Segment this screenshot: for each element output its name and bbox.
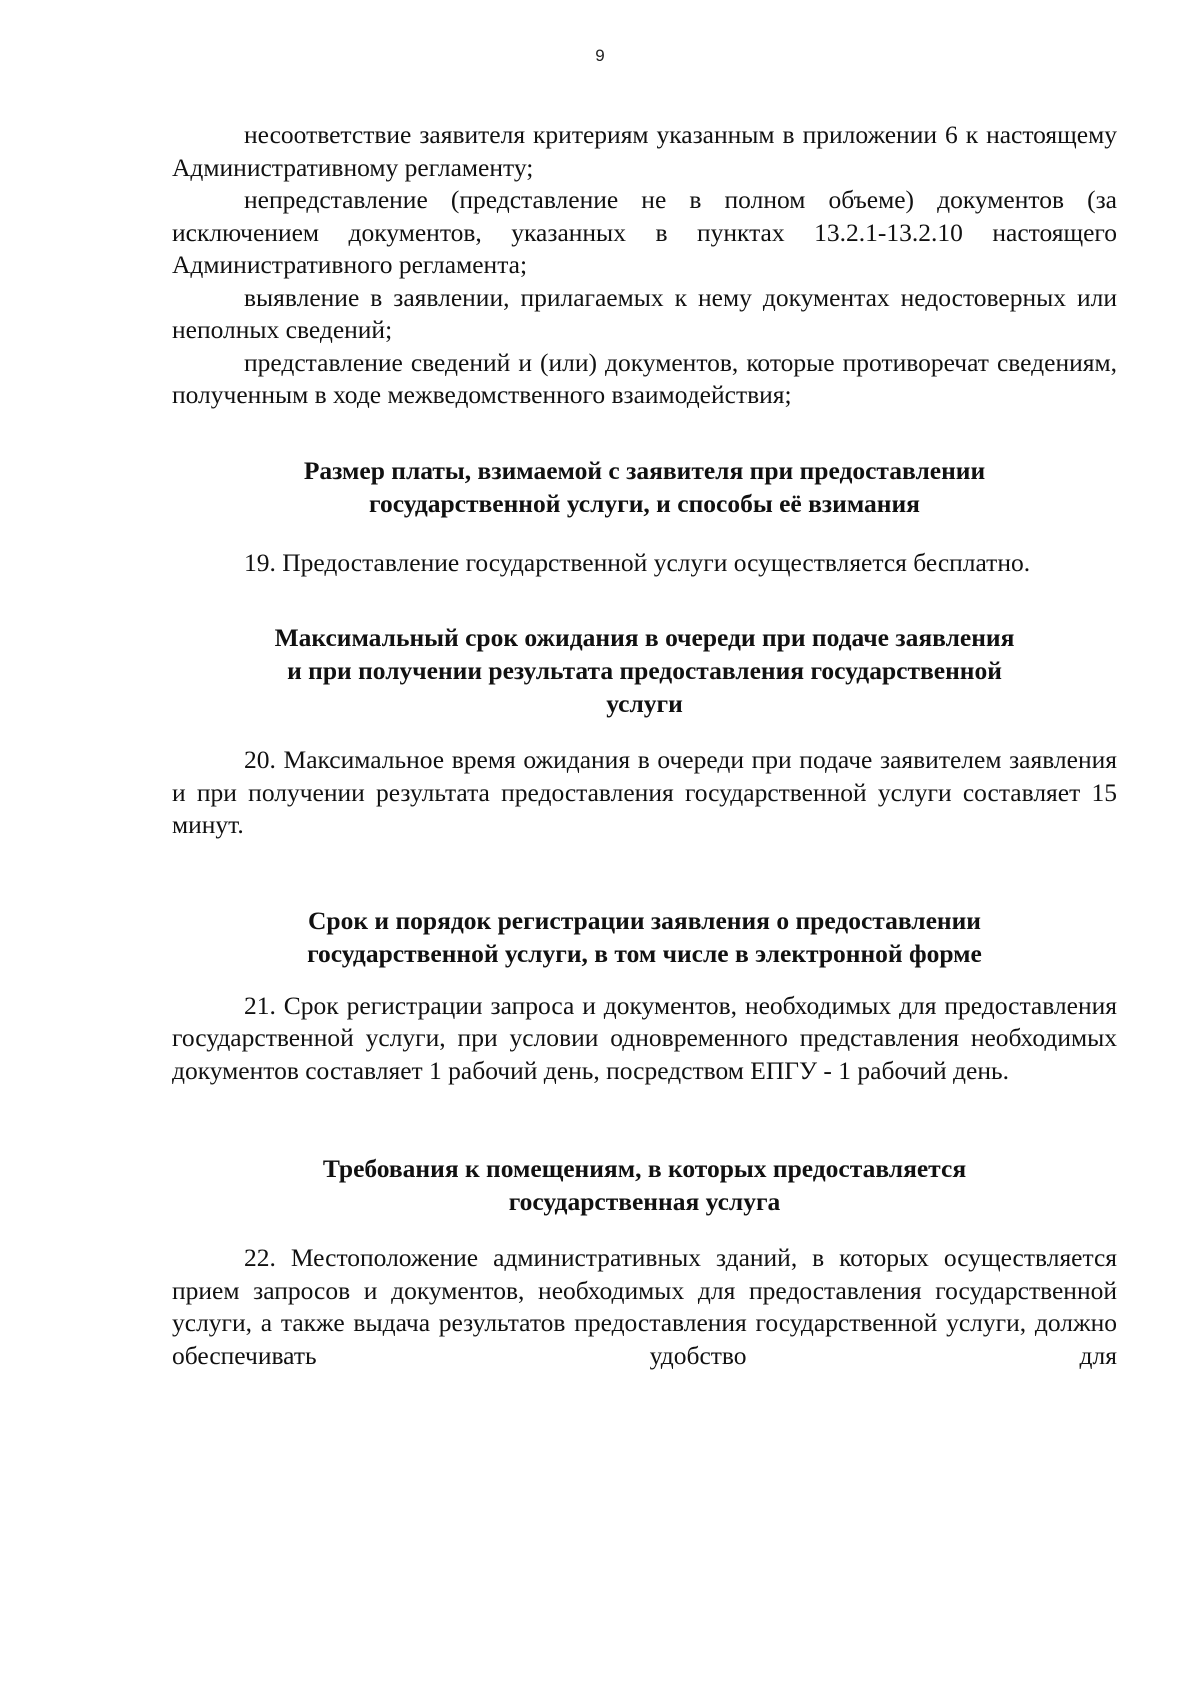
body-paragraph: 22. Местоположение административных зданий, в которых осуществляется прием запросов и документов, необходимых для предоставления государственной услуги, а также выдача результатов предоставления государственной услуги, должно обеспечивать удобство для <box>172 1243 1117 1370</box>
document-body <box>172 119 1117 1372</box>
body-paragraph: 20. Максимальное время ожидания в очереди при подаче заявителем заявления и при получении результата предоставления государственной услуги составляет 15 минут. <box>172 745 1117 839</box>
section-heading-line: государственная услуга <box>508 1187 781 1216</box>
section-heading-line: государственной услуги, в том числе в электронной форме <box>307 938 982 968</box>
body-paragraph: несоответствие заявителя критериям указанным в приложении 6 к настоящему Административному регламенту; <box>172 120 1117 182</box>
section-heading <box>172 1152 1117 1218</box>
section-heading-line: услуги <box>606 689 683 718</box>
section-heading-line: Размер платы, взимаемой с заявителя при предоставлении <box>303 455 986 485</box>
section-heading-line: Требования к помещениям, в которых предоставляется <box>322 1154 967 1183</box>
body-paragraph: 19. Предоставление государственной услуги осуществляется бесплатно. <box>244 547 1031 577</box>
section-heading <box>172 904 1117 970</box>
body-paragraph: выявление в заявлении, прилагаемых к нему документах недостоверных или неполных сведений; <box>172 282 1117 344</box>
body-paragraph: непредставление (представление не в полном объеме) документов (за исключением документов, указанных в пунктах 13.2.1-13.2.10 настоящего Административного регламента; <box>172 185 1117 279</box>
section-heading-line: и при получении результата предоставления государственной <box>287 656 1002 685</box>
section-heading <box>172 454 1117 520</box>
section-heading-line: Срок и порядок регистрации заявления о предоставлении <box>307 905 981 935</box>
body-paragraph: 21. Срок регистрации запроса и документов, необходимых для предоставления государственной услуги, при условии одновременного представления необходимых документов составляет 1 рабочий день, посредством ЕПГУ - 1 рабочий день. <box>172 990 1117 1085</box>
section-heading <box>172 621 1117 720</box>
section-heading-line: Максимальный срок ожидания в очереди при подаче заявления <box>274 623 1015 652</box>
page-number: 9 <box>595 46 605 65</box>
section-heading-line: государственной услуги, и способы её взимания <box>369 488 920 518</box>
body-paragraph: представление сведений и (или) документов, которые противоречат сведениям, полученным в ходе межведомственного взаимодействия; <box>172 347 1117 409</box>
